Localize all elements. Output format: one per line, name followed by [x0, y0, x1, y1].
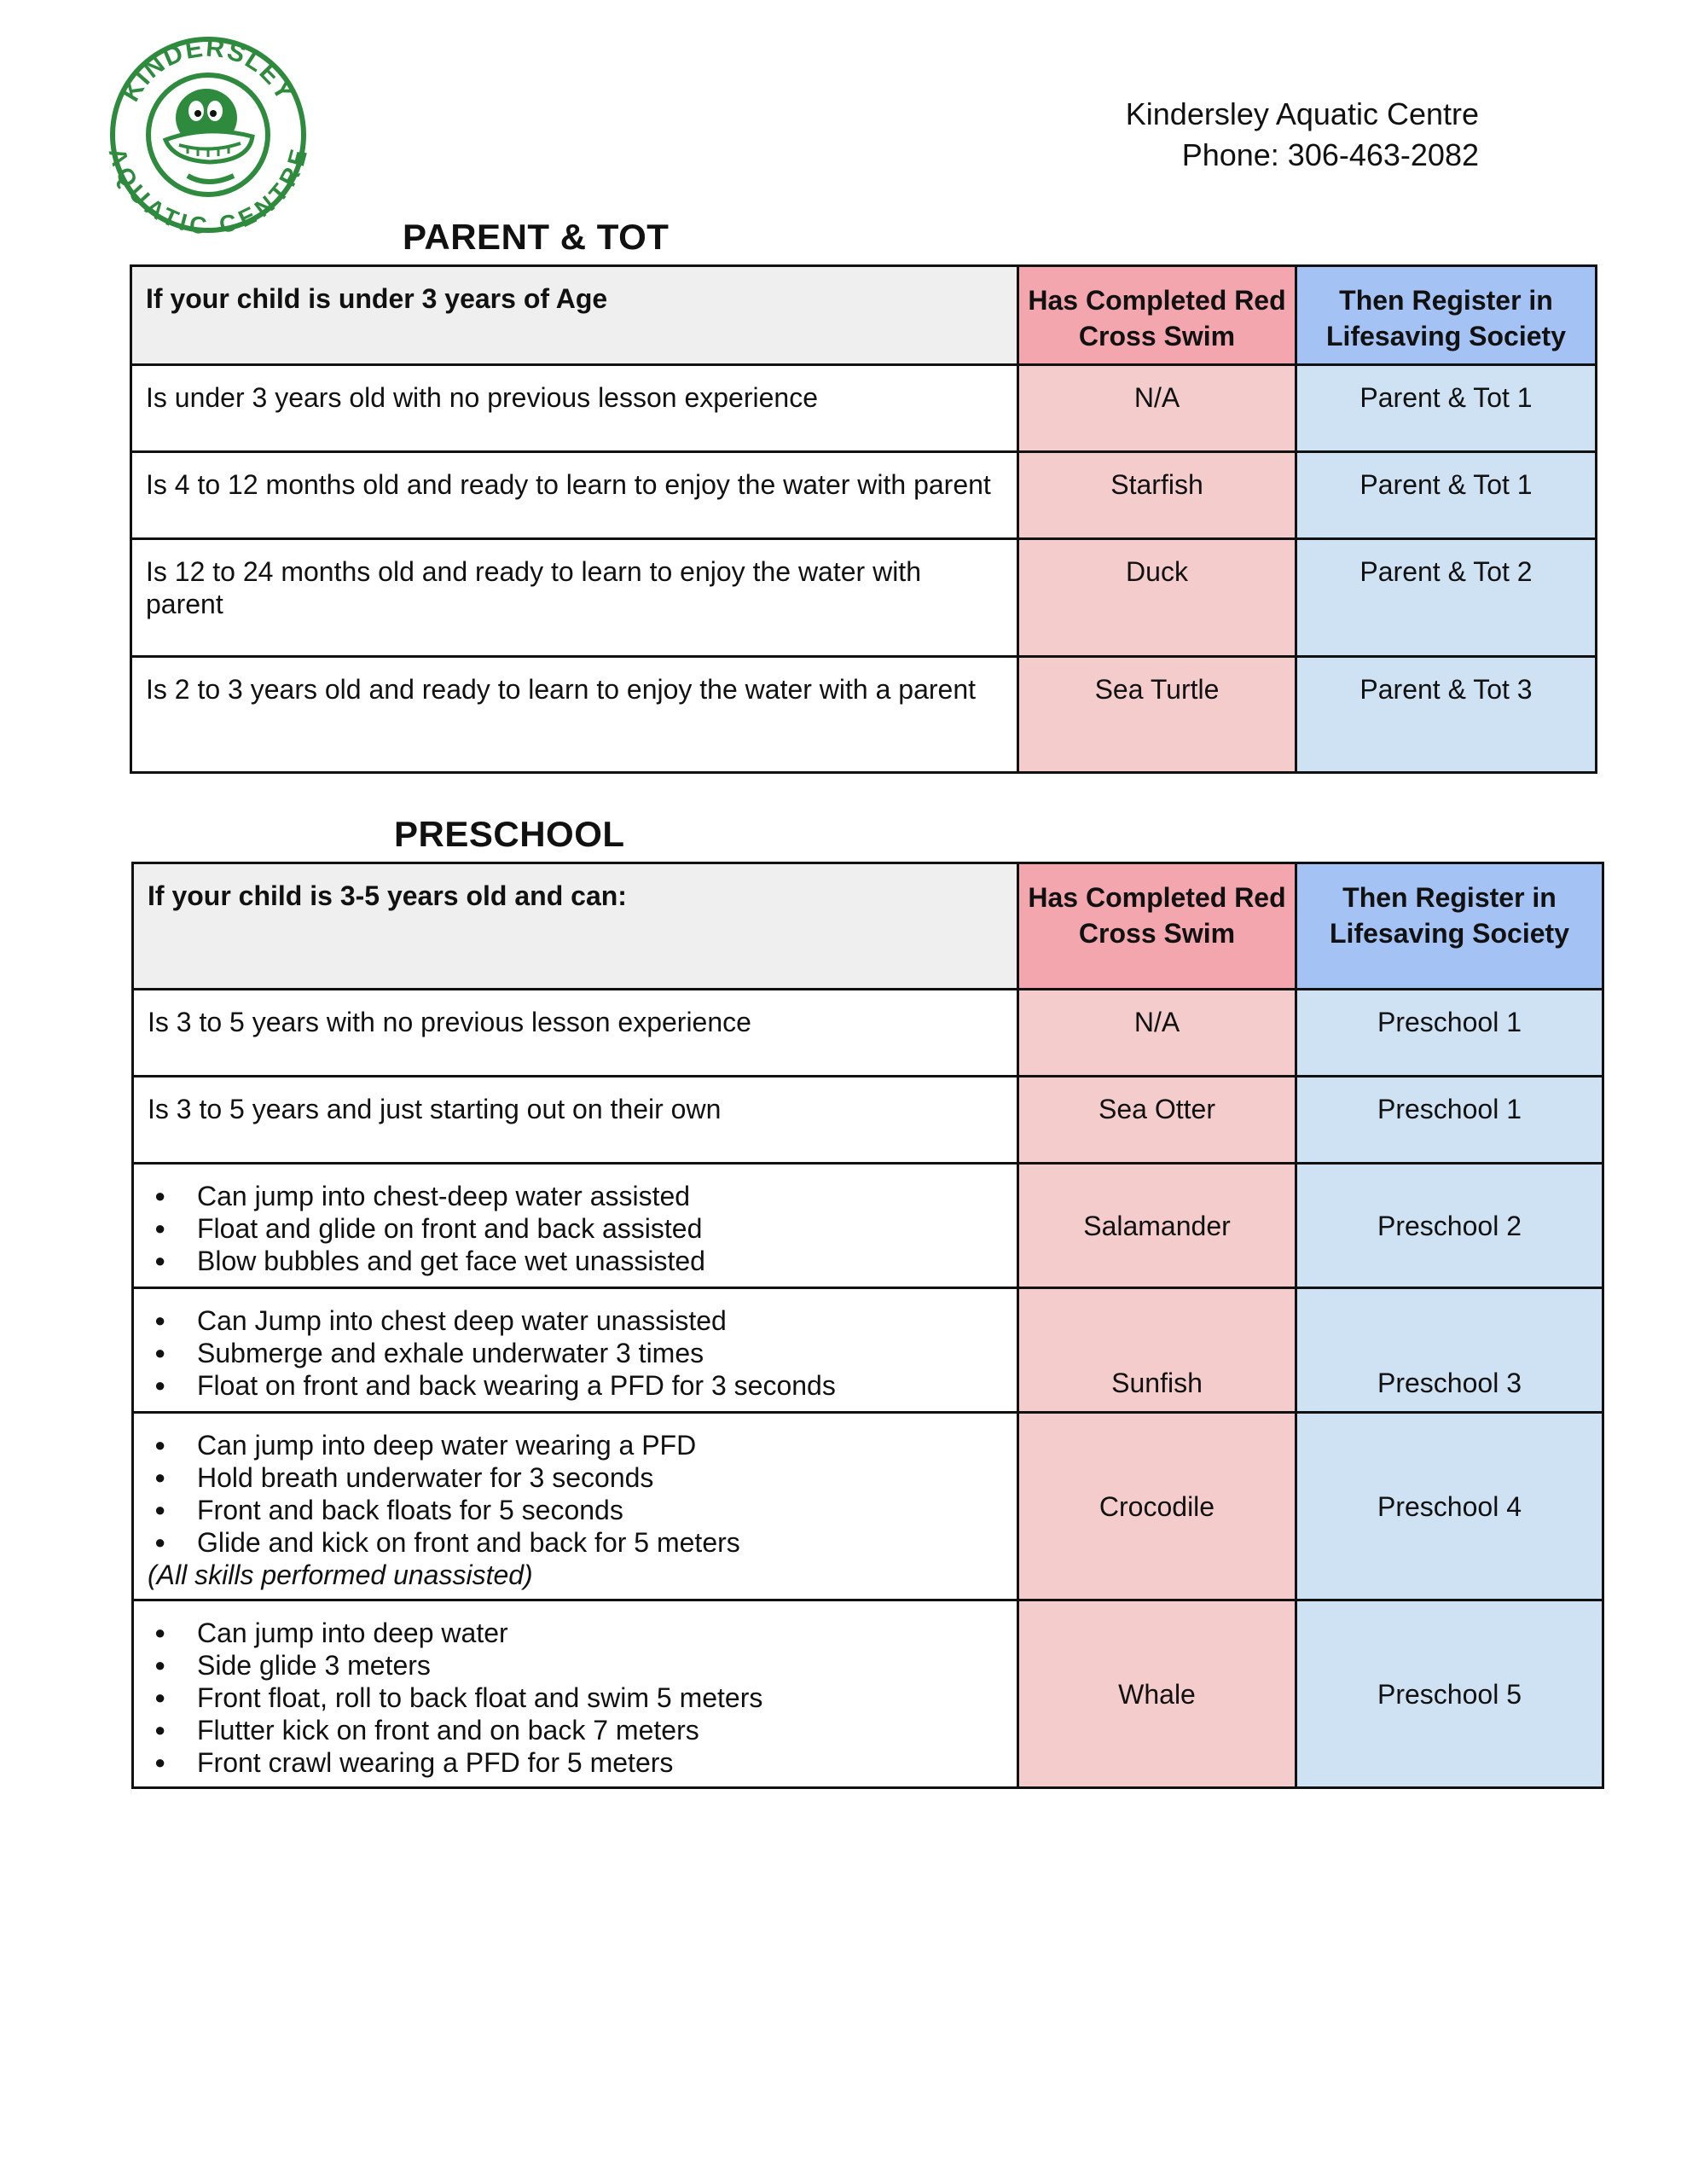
logo-text-bottom: AQUATIC CENTRE — [106, 145, 310, 237]
table-row — [133, 1288, 1603, 1413]
row-red-cross: N/A — [1018, 365, 1296, 452]
table-row — [131, 539, 1597, 657]
row-lifesaving: Preschool 4 — [1296, 1413, 1603, 1600]
row-description — [133, 1288, 1018, 1413]
row-lifesaving: Preschool 1 — [1296, 990, 1603, 1077]
logo-text-top: KINDERSLEY — [116, 33, 300, 107]
table-header-row — [133, 863, 1603, 990]
row-red-cross: Whale — [1018, 1600, 1296, 1788]
row-description: Is 4 to 12 months old and ready to learn to enjoy the water with parent — [131, 452, 1018, 539]
row-description: Is 12 to 24 months old and ready to learn to enjoy the water with parent — [131, 539, 1018, 657]
table-row — [133, 1077, 1603, 1164]
table-header-row — [131, 266, 1597, 365]
row-lifesaving: Parent & Tot 1 — [1296, 365, 1597, 452]
row-description: Is under 3 years old with no previous lesson experience — [131, 365, 1018, 452]
row-red-cross: Starfish — [1018, 452, 1296, 539]
row-red-cross: Sea Otter — [1018, 1077, 1296, 1164]
skill-item: ● Can jump into deep water — [148, 1617, 1003, 1649]
skill-item: ● Submerge and exhale underwater 3 times — [148, 1337, 1003, 1369]
row-lifesaving: Preschool 1 — [1296, 1077, 1603, 1164]
skill-item: ● Float on front and back wearing a PFD for 3 seconds — [148, 1369, 1003, 1402]
skill-item: ● Hold breath underwater for 3 seconds — [148, 1461, 1003, 1494]
skills-note: (All skills performed unassisted) — [148, 1560, 533, 1590]
skill-item: ● Blow bubbles and get face wet unassisted — [148, 1245, 1003, 1277]
parent-tot-table — [130, 264, 1597, 774]
row-red-cross: Crocodile — [1018, 1413, 1296, 1600]
row-red-cross: Salamander — [1018, 1164, 1296, 1288]
skill-item: ● Can jump into chest-deep water assisted — [148, 1180, 1003, 1212]
row-description: Is 2 to 3 years old and ready to learn to enjoy the water with a parent — [131, 657, 1018, 773]
row-lifesaving: Parent & Tot 1 — [1296, 452, 1597, 539]
row-red-cross: N/A — [1018, 990, 1296, 1077]
preschool-title: PRESCHOOL — [394, 814, 625, 854]
row-description — [133, 1600, 1018, 1788]
row-description — [133, 1164, 1018, 1288]
phone-number: Phone: 306-463-2082 — [1181, 137, 1479, 172]
row-description — [133, 1413, 1018, 1600]
skill-item: ● Side glide 3 meters — [148, 1649, 1003, 1682]
skill-item: ● Can Jump into chest deep water unassisted — [148, 1304, 1003, 1337]
skill-item: ● Front float, roll to back float and swim 5 meters — [148, 1682, 1003, 1714]
row-lifesaving: Preschool 3 — [1296, 1288, 1603, 1413]
header-description: If your child is 3-5 years old and can: — [133, 863, 1018, 990]
row-lifesaving: Preschool 5 — [1296, 1600, 1603, 1788]
skill-item: ● Front and back floats for 5 seconds — [148, 1494, 1003, 1526]
skill-item: ● Float and glide on front and back assisted — [148, 1212, 1003, 1245]
header-red-cross: Has Completed Red Cross Swim — [1018, 863, 1296, 990]
header-lifesaving: Then Register in Lifesaving Society — [1296, 863, 1603, 990]
header-lifesaving: Then Register in Lifesaving Society — [1296, 266, 1597, 365]
table-row — [131, 452, 1597, 539]
row-lifesaving: Preschool 2 — [1296, 1164, 1603, 1288]
row-red-cross: Sunfish — [1018, 1288, 1296, 1413]
skill-item: ● Flutter kick on front and on back 7 meters — [148, 1714, 1003, 1746]
skills-list — [148, 1180, 1003, 1277]
skill-item: ● Front crawl wearing a PFD for 5 meters — [148, 1746, 1003, 1779]
skills-list — [148, 1304, 1003, 1402]
skill-item: ● Glide and kick on front and back for 5 meters — [148, 1526, 1003, 1559]
row-lifesaving: Parent & Tot 3 — [1296, 657, 1597, 773]
row-description: Is 3 to 5 years with no previous lesson experience — [133, 990, 1018, 1077]
header-description: If your child is under 3 years of Age — [131, 266, 1018, 365]
skills-list — [148, 1617, 1003, 1779]
parent-tot-title: PARENT & TOT — [403, 217, 670, 257]
row-lifesaving: Parent & Tot 2 — [1296, 539, 1597, 657]
row-description: Is 3 to 5 years and just starting out on their own — [133, 1077, 1018, 1164]
table-row — [133, 1164, 1603, 1288]
organization-name: Kindersley Aquatic Centre — [1125, 96, 1479, 131]
table-row — [133, 1600, 1603, 1788]
kindersley-aquatic-centre-logo — [106, 32, 310, 237]
skills-list — [148, 1429, 1003, 1559]
table-row — [133, 990, 1603, 1077]
table-row — [131, 657, 1597, 773]
contact-info — [1126, 94, 1479, 176]
row-red-cross: Sea Turtle — [1018, 657, 1296, 773]
table-row — [133, 1413, 1603, 1600]
row-red-cross: Duck — [1018, 539, 1296, 657]
preschool-table — [131, 862, 1604, 1789]
header-red-cross: Has Completed Red Cross Swim — [1018, 266, 1296, 365]
skill-item: ● Can jump into deep water wearing a PFD — [148, 1429, 1003, 1461]
table-row — [131, 365, 1597, 452]
duck-mascot-icon — [106, 32, 310, 237]
